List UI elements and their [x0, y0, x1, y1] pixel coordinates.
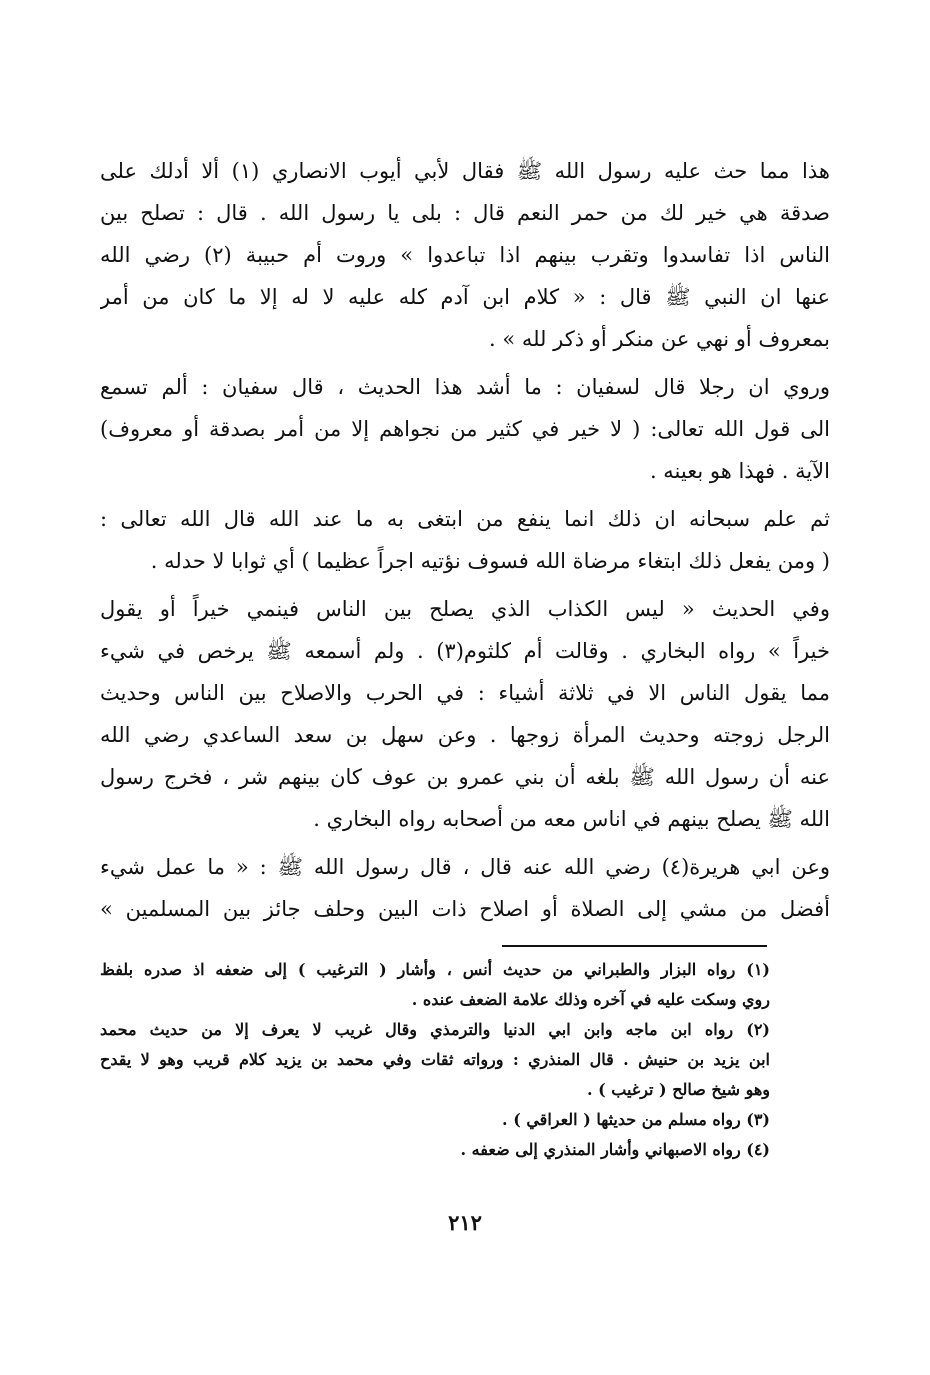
text-line: ( ومن يفعل ذلك ابتغاء مرضاة الله فسوف نؤتيه اجراً عظيما ) أي ثوابا لا حدله .: [150, 549, 830, 573]
text-line: وعن ابي هريرة(٤) رضي الله عنه قال ، قال رسول الله ﷺ : « ما عمل شيء: [100, 855, 830, 879]
text-line: عنه أن رسول الله ﷺ بلغه أن بني عمرو بن عوف كان بينهم شر ، فخرج رسول: [100, 765, 830, 789]
text-line: الناس اذا تفاسدوا وتقرب بينهم اذا تباعدوا » وروت أم حبيبة (٢) رضي الله: [100, 243, 830, 267]
paragraph-4: [100, 588, 830, 840]
text-line: الرجل زوجته وحديث المرأة زوجها . وعن سهل بن سعد الساعدي رضي الله: [100, 723, 830, 747]
footnote-3: [100, 1105, 770, 1135]
text-line: صدقة هي خير لك من حمر النعم قال : بلى يا رسول الله . قال : تصلح بين: [100, 201, 830, 225]
text-line: الى قول الله تعالى: ( لا خير في كثير من نجواهم إلا من أمر بصدقة أو معروف): [100, 417, 830, 441]
footnote-1: [100, 955, 770, 1015]
text-line: وروي ان رجلا قال لسفيان : ما أشد هذا الحديث ، قال سفيان : ألم تسمع: [100, 375, 830, 399]
text-line: مما يقول الناس الا في ثلاثة أشياء : في الحرب والاصلاح بين الناس وحديث: [100, 681, 830, 705]
text-line: أفضل من مشي إلى الصلاة أو اصلاح ذات البين وحلف جائز بين المسلمين »: [100, 897, 830, 921]
paragraph-5: [100, 846, 830, 930]
footnote-line: روي وسكت عليه في آخره وذلك علامة الضعف عنده .: [411, 990, 770, 1009]
footnote-4: [100, 1135, 770, 1165]
paragraph-1: [100, 150, 830, 360]
text-line: هذا مما حث عليه رسول الله ﷺ فقال لأبي أيوب الانصاري (١) ألا أدلك على: [100, 159, 830, 183]
page-number: ٢١٢: [448, 1210, 482, 1235]
text-line: وفي الحديث « ليس الكذاب الذي يصلح بين الناس فينمي خيراً أو يقول: [100, 597, 830, 621]
footnote-line: وهو شيخ صالح ( ترغيب ) .: [587, 1080, 770, 1099]
text-line: ثم علم سبحانه ان ذلك انما ينفع من ابتغى به ما عند الله قال الله تعالى :: [100, 507, 830, 531]
paragraph-2: [100, 366, 830, 492]
footnote-line: (٣) رواه مسلم من حديثها ( العراقي ) .: [502, 1110, 770, 1129]
footnote-line: (٢) رواه ابن ماجه وابن ابي الدنيا والترمذي وقال غريب لا يعرف إلا من حديث محمد: [100, 1020, 770, 1039]
text-line: خيراً » رواه البخاري . وقالت أم كلثوم(٣) . ولم أسمعه ﷺ يرخص في شيء: [100, 639, 830, 663]
text-line: بمعروف أو نهي عن منكر أو ذكر لله » .: [488, 327, 830, 351]
main-text: [100, 150, 830, 936]
text-line: الآية . فهذا هو بعينه .: [649, 459, 830, 483]
footnote-line: (١) رواه البزار والطبراني من حديث أنس ، وأشار ( الترغيب ) إلى ضعفه اذ صدره بلفظ: [100, 960, 770, 979]
footnotes: [100, 955, 770, 1165]
text-line: الله ﷺ يصلح بينهم في اناس معه من أصحابه رواه البخاري .: [313, 807, 830, 831]
footnote-2: [100, 1015, 770, 1105]
paragraph-3: [100, 498, 830, 582]
footnote-line: ابن يزيد بن حنيش . قال المنذري : ورواته ثقات وفي محمد بن يزيد كلام قريب وهو لا يقدح: [100, 1050, 770, 1069]
text-line: عنها ان النبي ﷺ قال : « كلام ابن آدم كله عليه لا له إلا ما كان من أمر: [100, 285, 830, 309]
footnote-separator: [502, 945, 767, 947]
footnote-line: (٤) رواه الاصبهاني وأشار المنذري إلى ضعفه .: [460, 1140, 770, 1159]
